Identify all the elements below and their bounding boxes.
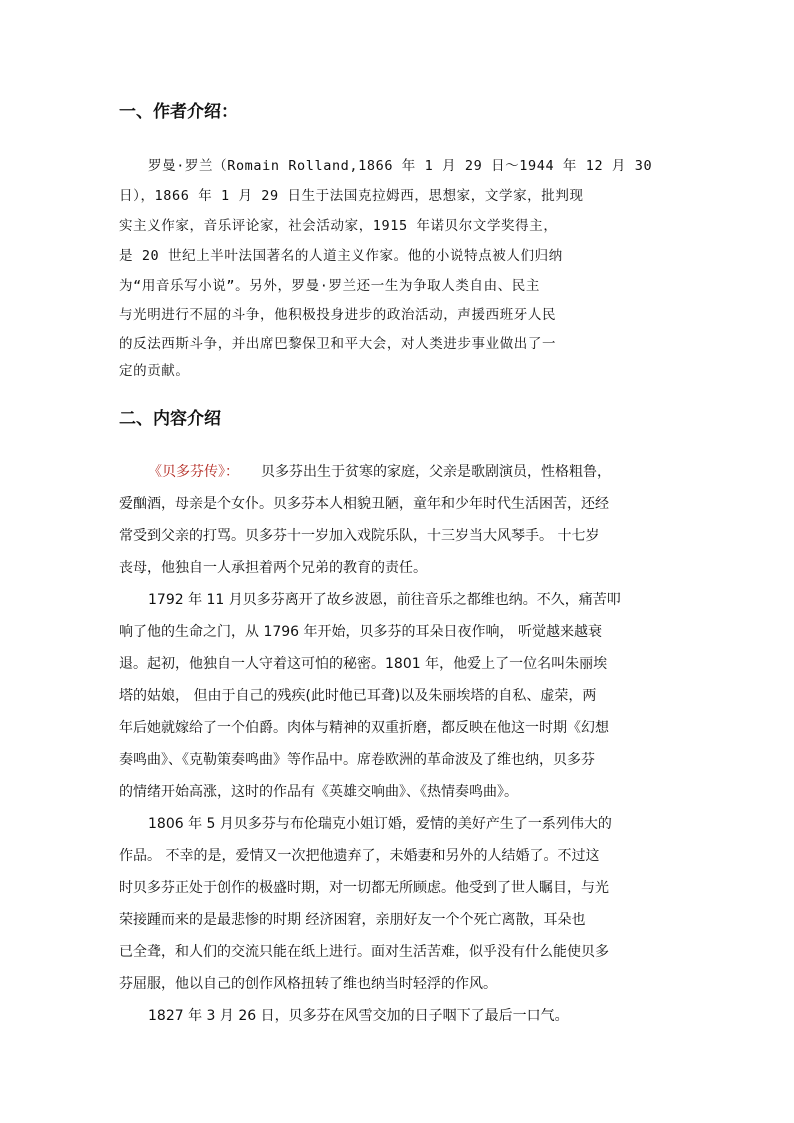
author-line-1: 罗曼·罗兰（Romain Rolland,1866 年 1 月 29 日～1944 年 12 月 30 [148, 158, 653, 174]
section-heading-content: 二、内容介绍 [119, 409, 221, 429]
content-para3-line-5: 已全聋，和人们的交流只能在纸上进行。面对生活苦难，似乎没有什么能使贝多 [119, 944, 609, 960]
content-para2-line-1: 1792 年 11 月贝多芬离开了故乡波恩，前往音乐之都维也纳。不久，痛苦叩 [148, 592, 621, 608]
content-para2-line-4: 塔的姑娘， 但由于自己的残疾(此时他已耳聋)以及朱丽埃塔的自私、虚荣，两 [119, 688, 597, 704]
book-title-link: 《贝多芬传》： [148, 464, 239, 480]
author-line-6: 与光明进行不屈的斗争，他积极投身进步的政治活动，声援西班牙人民 [119, 307, 557, 323]
content-para3-line-6: 芬屈服，他以自己的创作风格扭转了维也纳当时轻浮的作风。 [119, 976, 497, 992]
author-line-5: 为“用音乐写小说”。另外，罗曼·罗兰还一生为争取人类自由、民主 [119, 278, 540, 294]
content-para1-line-1 [148, 462, 611, 482]
content-para3-line-2: 作品。 不幸的是，爱情又一次把他遗弃了，未婚妻和另外的人结婚了。不过这 [119, 848, 600, 864]
content-para3-line-1: 1806 年 5 月贝多芬与布伦瑞克小姐订婚，爱情的美好产生了一系列伟大的 [148, 816, 612, 832]
section-heading-author: 一、作者介绍： [119, 102, 238, 122]
author-line-7: 的反法西斯斗争，并出席巴黎保卫和平大会，对人类进步事业做出了一 [119, 336, 557, 352]
author-line-2: 日），1866 年 1 月 29 日生于法国克拉姆西，思想家，文学家，批判现 [119, 188, 584, 204]
content-para1-line-1-text: 贝多芬出生于贫寒的家庭，父亲是歌剧演员，性格粗鲁， [261, 464, 611, 480]
content-para2-line-7: 的情绪开始高涨，这时的作品有《英雄交响曲》、《热情奏鸣曲》。 [119, 784, 518, 800]
author-line-3: 实主义作家，音乐评论家，社会活动家，1915 年诺贝尔文学奖得主， [119, 218, 558, 234]
content-para3-line-4: 荣接踵而来的是最悲惨的时期 经济困窘，亲朋好友一个个死亡离散，耳朵也 [119, 912, 586, 928]
content-para4-line-1: 1827 年 3 月 26 日，贝多芬在风雪交加的日子咽下了最后一口气。 [148, 1008, 569, 1024]
content-para1-line-4: 丧母，他独自一人承担着两个兄弟的教育的责任。 [119, 560, 427, 576]
content-para1-line-2: 爱酗酒，母亲是个女仆。贝多芬本人相貌丑陋，童年和少年时代生活困苦，还经 [119, 496, 609, 512]
content-para1-line-3: 常受到父亲的打骂。贝多芬十一岁加入戏院乐队，十三岁当大风琴手。 十七岁 [119, 528, 600, 544]
author-line-8: 定的贡献。 [119, 363, 190, 379]
content-para2-line-5: 年后她就嫁给了一个伯爵。肉体与精神的双重折磨，都反映在他这一时期《幻想 [119, 720, 609, 736]
content-para2-line-3: 退。起初，他独自一人守着这可怕的秘密。1801 年，他爱上了一位名叫朱丽埃 [119, 656, 608, 672]
content-para2-line-6: 奏鸣曲》、《克勒策奏鸣曲》等作品中。席卷欧洲的革命波及了维也纳，贝多芬 [119, 752, 595, 768]
author-line-4: 是 20 世纪上半叶法国著名的人道主义作家。他的小说特点被人们归纳 [119, 248, 563, 264]
content-para3-line-3: 时贝多芬正处于创作的极盛时期，对一切都无所顾虑。他受到了世人瞩目，与光 [119, 880, 609, 896]
content-para2-line-2: 响了他的生命之门，从 1796 年开始，贝多芬的耳朵日夜作响， 听觉越来越衰 [119, 624, 602, 640]
